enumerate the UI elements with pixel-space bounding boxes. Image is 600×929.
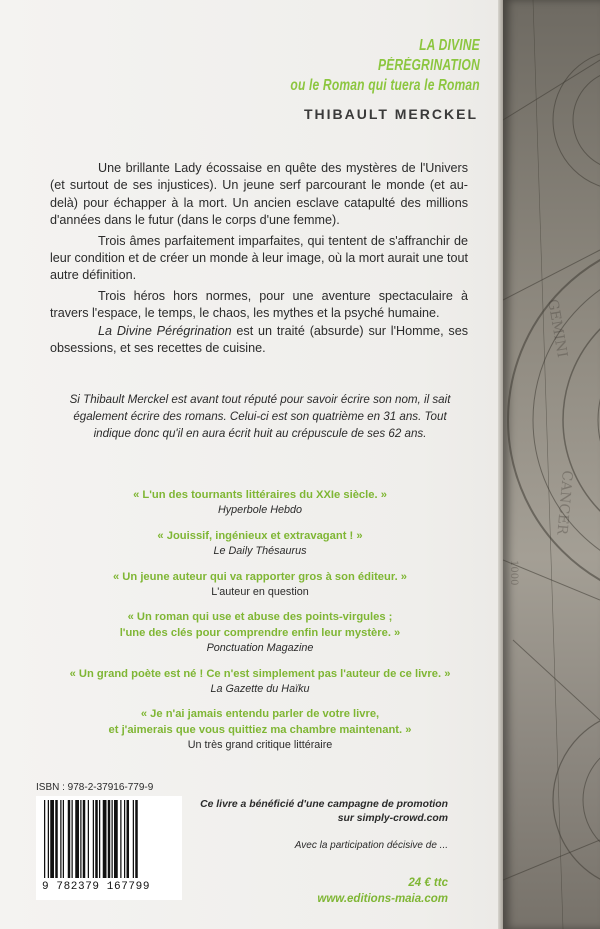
barcode-bar	[133, 800, 134, 878]
quote-text: « Un roman qui use et abuse des points-virgules ;	[127, 611, 393, 624]
barcode-bar	[55, 800, 58, 878]
title-line-2: PÉRÉGRINATION	[378, 57, 480, 74]
barcode-digits: 9 782379 167799	[42, 881, 151, 893]
barcode	[36, 796, 182, 900]
book-title	[237, 36, 480, 96]
quote-text: « Jouissif, ingénieux et extravagant ! »	[157, 529, 363, 542]
quote-source: Hyperbole Hebdo	[217, 504, 303, 517]
svg-text:CANCER: CANCER	[553, 469, 575, 536]
barcode-bar	[60, 800, 61, 878]
author-bio: Si Thibault Merckel est avant tout réputé pour savoir écrire son nom, il sait également écrire des romans. Celui-ci est son quatrième en 31 ans. Tout indique donc qu'il en aura écrit huit au crépuscule de ses 62 ans.	[69, 393, 451, 440]
barcode-bar	[75, 800, 79, 878]
quote-text: « Un grand poète est né ! Ce n'est simplement pas l'auteur de ce livre. »	[69, 667, 451, 680]
blurb-paragraph: Trois héros hors normes, pour une aventure spectaculaire à travers l'espace, le temps, le chaos, les mythes et la psyché humaine.	[50, 288, 468, 321]
publisher-website: www.editions-maia.com	[317, 893, 448, 905]
book-title-reference: La Divine Pérégrination	[98, 323, 232, 338]
quote-text: « Je n'ai jamais entendu parler de votre livre,	[140, 708, 380, 721]
barcode-bar	[103, 800, 107, 878]
barcode-bar	[80, 800, 81, 878]
blurb-paragraph	[50, 323, 468, 358]
review-quote	[60, 707, 460, 753]
promo-line: sur simply-crowd.com	[337, 813, 448, 824]
review-quote	[60, 570, 460, 601]
quote-text: « Un jeune auteur qui va rapporter gros à son éditeur. »	[112, 570, 408, 583]
barcode-bar	[127, 800, 130, 878]
barcode-bar	[68, 800, 71, 878]
blurb	[50, 160, 468, 360]
svg-text:1000: 1000	[508, 560, 519, 586]
barcode-bar	[112, 800, 113, 878]
barcode-bar	[114, 800, 118, 878]
quote-source: Le Daily Thésaurus	[213, 545, 307, 558]
barcode-bar	[108, 800, 111, 878]
title-line-1: LA DIVINE	[419, 37, 480, 54]
review-quote	[60, 667, 460, 698]
promo-line: Ce livre a bénéficié d'une campagne de promotion	[200, 799, 448, 810]
barcode-bar	[63, 800, 64, 878]
quote-text: l'une des clés pour comprendre enfin leur mystère. »	[119, 626, 401, 639]
blurb-paragraph: Trois âmes parfaitement imparfaites, qui tentent de s'affranchir de leur condition et de créer un monde à leur image, où la mort aurait une tout autre définition.	[50, 233, 468, 283]
quote-source: La Gazette du Haïku	[210, 683, 310, 696]
promo-note	[200, 798, 448, 826]
blurb-paragraph-rest: est un traité (absurde) sur l'Homme, ses obsessions, et ses recettes de cuisine.	[50, 323, 469, 356]
quote-source: Ponctuation Magazine	[206, 642, 314, 655]
zodiac-dial-illustration	[503, 0, 600, 929]
isbn-label: ISBN : 978-2-37916-779-9	[36, 782, 154, 793]
price: 24 € ttc	[408, 877, 448, 889]
barcode-bar	[72, 800, 73, 878]
blurb-paragraph: Une brillante Lady écossaise en quête des mystères de l'Univers (et surtout de ses injustices). Un jeune serf parcourant le monde (et au-delà) pour échapper à la mort. Un ancien esclave catapulté des millions d'années dans le futur (dans le corps d'une femme).	[50, 161, 468, 228]
barcode-bar	[99, 800, 100, 878]
quote-source: Un très grand critique littéraire	[187, 739, 333, 752]
review-quote	[60, 610, 460, 656]
barcode-bar	[135, 800, 138, 878]
barcode-bar	[93, 800, 94, 878]
quote-text: et j'aimerais que vous quittiez ma chambre maintenant. »	[108, 723, 412, 736]
barcode-bar	[120, 800, 121, 878]
review-quote	[60, 529, 460, 560]
barcode-bars	[42, 800, 176, 880]
review-quote	[60, 488, 460, 519]
barcode-bar	[44, 800, 45, 878]
barcode-bar	[95, 800, 98, 878]
barcode-bar	[48, 800, 49, 878]
barcode-bar	[50, 800, 54, 878]
subtitle: ou le Roman qui tuera le Roman	[290, 77, 480, 94]
quote-source: L'auteur en question	[211, 586, 309, 599]
quote-text: « L'un des tournants littéraires du XXIe siècle. »	[133, 489, 387, 501]
svg-text:GEMINI: GEMINI	[544, 297, 571, 359]
zodiac-decoration-strip	[503, 0, 600, 929]
barcode-bar	[88, 800, 89, 878]
author-name: THIBAULT MERCKEL	[303, 106, 478, 122]
barcode-bar	[124, 800, 125, 878]
barcode-bar	[83, 800, 86, 878]
participation-note: Avec la participation décisive de ...	[294, 840, 448, 851]
review-quotes	[60, 488, 460, 764]
